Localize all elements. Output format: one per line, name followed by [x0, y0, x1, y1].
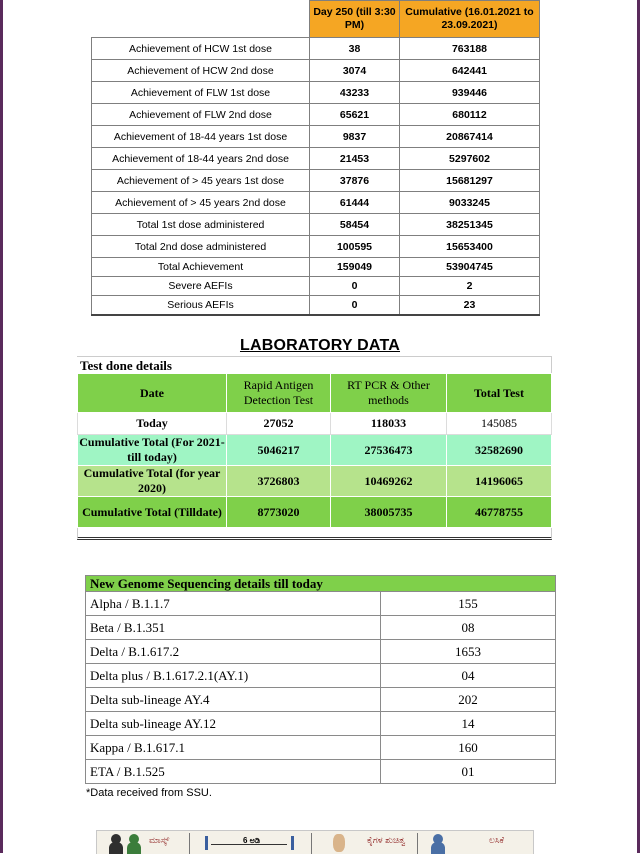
cumulative-value: 763188 [400, 38, 540, 60]
table-row [86, 688, 556, 712]
table-row [86, 640, 556, 664]
rtpcr-value: 38005735 [331, 497, 447, 528]
genome-title: New Genome Sequencing details till today [86, 576, 556, 592]
rat-value: 5046217 [227, 435, 331, 466]
rtpcr-value: 118033 [331, 413, 447, 435]
day-value: 58454 [310, 214, 400, 236]
rat-value: 8773020 [227, 497, 331, 528]
laboratory-header-row [78, 374, 552, 413]
day-value: 21453 [310, 148, 400, 170]
row-label: Achievement of 18-44 years 2nd dose [92, 148, 310, 170]
variant-count: 04 [381, 664, 556, 688]
total-value: 14196065 [447, 466, 552, 497]
table-row [86, 736, 556, 760]
vaccination-header-day: Day 250 (till 3:30 PM) [310, 1, 400, 38]
cumulative-value: 680112 [400, 104, 540, 126]
table-row [86, 616, 556, 640]
cumulative-value: 9033245 [400, 192, 540, 214]
cumulative-value: 2 [400, 277, 540, 296]
day-value: 3074 [310, 60, 400, 82]
variant-name: Delta sub-lineage AY.4 [86, 688, 381, 712]
day-value: 9837 [310, 126, 400, 148]
row-label: Total 2nd dose administered [92, 236, 310, 258]
table-row [92, 126, 540, 148]
table-row [92, 82, 540, 104]
row-label: Cumulative Total (for year 2020) [78, 466, 227, 497]
day-value: 65621 [310, 104, 400, 126]
day-value: 37876 [310, 170, 400, 192]
variant-count: 202 [381, 688, 556, 712]
table-row [86, 712, 556, 736]
cumulative-value: 23 [400, 296, 540, 315]
table-row [86, 760, 556, 784]
cumulative-value: 15681297 [400, 170, 540, 192]
table-row [92, 192, 540, 214]
row-label: Total Achievement [92, 258, 310, 277]
variant-count: 1653 [381, 640, 556, 664]
table-row [92, 236, 540, 258]
variant-name: Delta sub-lineage AY.12 [86, 712, 381, 736]
banner-mask-label: ಮಾಸ್ಕ್ [149, 835, 170, 845]
banner-hand-hygiene-label: ಕೈಗಳ ಶುಚಿತ್ವ [367, 835, 406, 845]
person-figure-icon [205, 836, 208, 850]
day-value: 100595 [310, 236, 400, 258]
table-row [86, 592, 556, 616]
variant-name: Alpha / B.1.1.7 [86, 592, 381, 616]
total-value: 32582690 [447, 435, 552, 466]
vaccination-table [91, 0, 540, 316]
banner-divider [189, 833, 190, 854]
table-row [78, 466, 552, 497]
rat-value: 27052 [227, 413, 331, 435]
cumulative-value: 53904745 [400, 258, 540, 277]
table-row [92, 38, 540, 60]
vaccination-header-cumulative: Cumulative (16.01.2021 to 23.09.2021) [400, 1, 540, 38]
hand-wash-icon [333, 834, 345, 852]
laboratory-caption: Test done details [77, 356, 552, 373]
row-label: Achievement of HCW 2nd dose [92, 60, 310, 82]
table-row [78, 435, 552, 466]
table-row [92, 296, 540, 315]
table-row [92, 258, 540, 277]
genome-table [85, 575, 556, 784]
total-value: 145085 [447, 413, 552, 435]
variant-count: 08 [381, 616, 556, 640]
row-label: Severe AEFIs [92, 277, 310, 296]
table-row [92, 60, 540, 82]
cumulative-value: 20867414 [400, 126, 540, 148]
rtpcr-value: 27536473 [331, 435, 447, 466]
cumulative-value: 15653400 [400, 236, 540, 258]
table-row [78, 413, 552, 435]
row-label: Achievement of > 45 years 1st dose [92, 170, 310, 192]
table-row [86, 664, 556, 688]
row-label: Achievement of FLW 2nd dose [92, 104, 310, 126]
row-label: Achievement of 18-44 years 1st dose [92, 126, 310, 148]
day-value: 61444 [310, 192, 400, 214]
laboratory-table [77, 373, 552, 528]
variant-count: 14 [381, 712, 556, 736]
row-label: Achievement of HCW 1st dose [92, 38, 310, 60]
vaccination-header-row [92, 1, 540, 38]
variant-count: 01 [381, 760, 556, 784]
variant-name: Kappa / B.1.617.1 [86, 736, 381, 760]
header-date: Date [78, 374, 227, 413]
table-row [92, 214, 540, 236]
laboratory-title: LABORATORY DATA [239, 337, 401, 354]
row-label: Achievement of FLW 1st dose [92, 82, 310, 104]
data-source-note: *Data received from SSU. [86, 787, 212, 799]
row-label: Total 1st dose administered [92, 214, 310, 236]
day-value: 38 [310, 38, 400, 60]
table-row [92, 104, 540, 126]
cumulative-value: 5297602 [400, 148, 540, 170]
banner-vaccine-label: ಲಸಿಕೆ [489, 835, 505, 845]
row-label: Serious AEFIs [92, 296, 310, 315]
row-label: Cumulative Total (For 2021- till today) [79, 435, 225, 464]
rtpcr-value: 10469262 [331, 466, 447, 497]
person-figure-icon [291, 836, 294, 850]
row-label: Achievement of > 45 years 2nd dose [92, 192, 310, 214]
doctor-body-icon [431, 842, 445, 854]
banner-distance-label: 6 ಅಡಿ [243, 836, 260, 845]
header-total: Total Test [447, 374, 552, 413]
day-value: 0 [310, 296, 400, 315]
banner-divider [311, 833, 312, 854]
rat-value: 3726803 [227, 466, 331, 497]
row-label: Today [78, 413, 227, 435]
cumulative-value: 939446 [400, 82, 540, 104]
table-row [78, 497, 552, 528]
variant-name: ETA / B.1.525 [86, 760, 381, 784]
row-label: Cumulative Total (Tilldate) [78, 497, 227, 528]
variant-count: 160 [381, 736, 556, 760]
person-body-icon [109, 842, 123, 854]
day-value: 0 [310, 277, 400, 296]
variant-name: Beta / B.1.351 [86, 616, 381, 640]
variant-name: Delta plus / B.1.617.2.1(AY.1) [86, 664, 381, 688]
header-rat: Rapid Antigen Detection Test [227, 374, 331, 413]
table-row [92, 170, 540, 192]
header-rtpcr: RT PCR & Other methods [331, 374, 447, 413]
total-value: 46778755 [447, 497, 552, 528]
covid-appropriate-behaviour-banner [96, 830, 534, 854]
person-body-icon [127, 842, 141, 854]
table-row [92, 148, 540, 170]
laboratory-footer-rule [77, 528, 552, 540]
vaccination-header-blank [92, 1, 310, 38]
day-value: 43233 [310, 82, 400, 104]
day-value: 159049 [310, 258, 400, 277]
banner-divider [417, 833, 418, 854]
table-row [92, 277, 540, 296]
cumulative-value: 38251345 [400, 214, 540, 236]
variant-name: Delta / B.1.617.2 [86, 640, 381, 664]
cumulative-value: 642441 [400, 60, 540, 82]
variant-count: 155 [381, 592, 556, 616]
